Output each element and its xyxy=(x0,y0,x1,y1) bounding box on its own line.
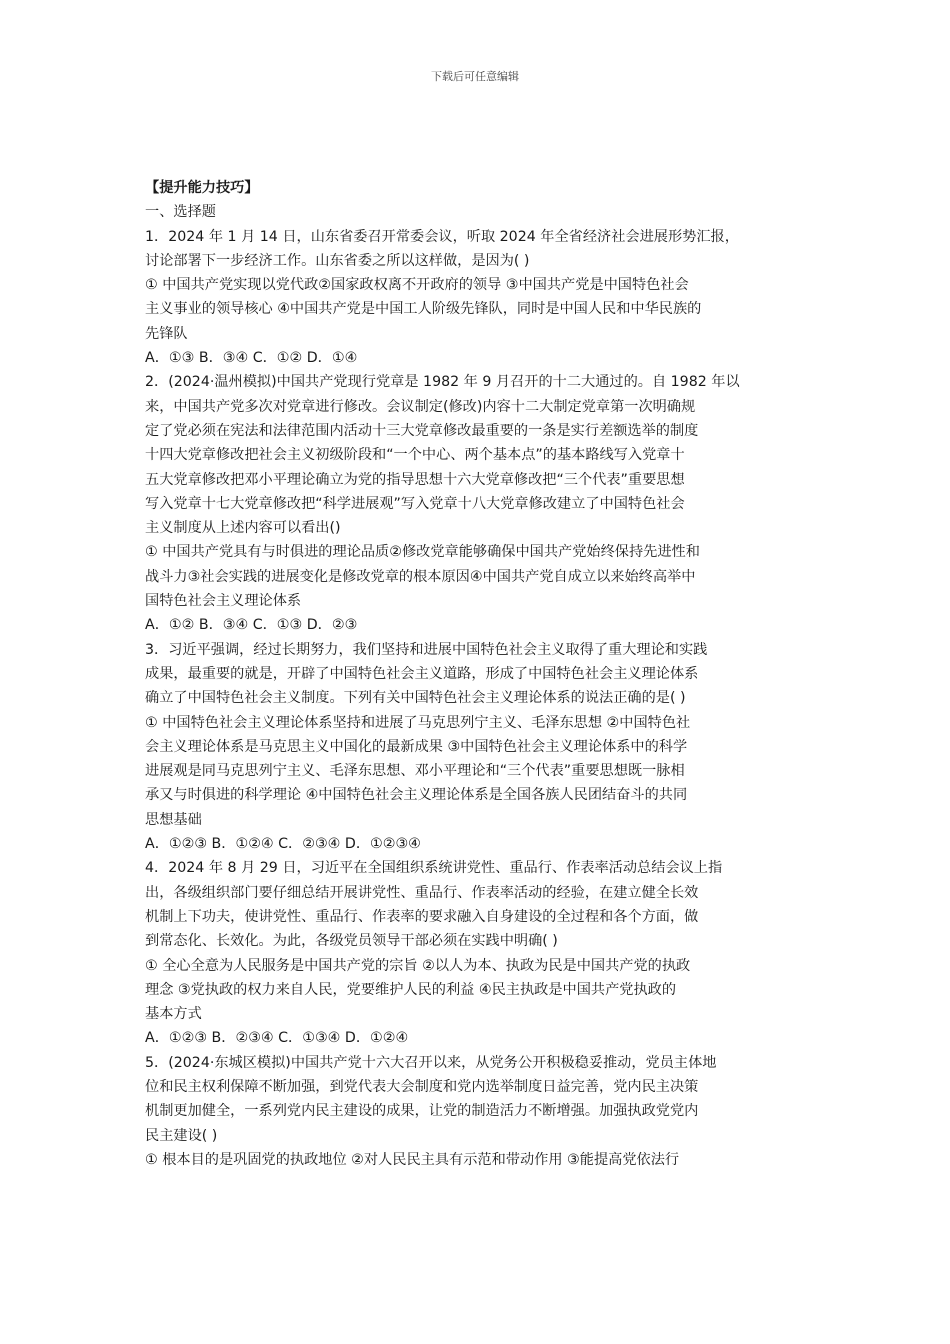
text-line: 五大党章修改把邓小平理论确立为党的指导思想十六大党章修改把“三个代表”重要思想 xyxy=(145,471,685,488)
text-line: 4．2024 年 8 月 29 日，习近平在全国组织系统讲党性、重品行、作表率活动总结会议上指 xyxy=(145,860,723,877)
text-line: 先锋队 xyxy=(145,325,188,342)
text-line: 写入党章十七大党章修改把“科学进展观”写入党章十八大党章修改建立了中国特色社会 xyxy=(145,495,685,512)
text-line: ① 中国特色社会主义理论体系坚持和进展了马克思列宁主义、毛泽东思想 ②中国特色社 xyxy=(145,714,691,731)
subsection-title: 一、选择题 xyxy=(145,204,216,221)
text-line: 会主义理论体系是马克思主义中国化的最新成果 ③中国特色社会主义理论体系中的科学 xyxy=(145,738,688,755)
text-line: 基本方式 xyxy=(145,1006,202,1023)
text-line: 民主建设( ) xyxy=(145,1127,218,1144)
text-line: 进展观是同马克思列宁主义、毛泽东思想、邓小平理论和“三个代表”重要思想既一脉相 xyxy=(145,763,685,780)
text-line: 成果，最重要的就是，开辟了中国特色社会主义道路，形成了中国特色社会主义理论体系 xyxy=(145,665,699,682)
text-line: 主义事业的领导核心 ④中国共产党是中国工人阶级先锋队，同时是中国人民和中华民族的 xyxy=(145,301,702,318)
text-line: 主义制度从上述内容可以看出() xyxy=(145,520,341,537)
text-line: 理念 ③党执政的权力来自人民，党要维护人民的利益 ④民主执政是中国共产党执政的 xyxy=(145,981,677,998)
text-line: 承又与时俱进的科学理论 ④中国特色社会主义理论体系是全国各族人民团结奋斗的共同 xyxy=(145,787,688,804)
answer-options: A．①② B．③④ C．①③ D．②③ xyxy=(145,617,358,634)
text-line: 思想基础 xyxy=(145,811,202,828)
page-header: 下载后可任意编辑 xyxy=(431,70,519,83)
text-line: 3．习近平强调，经过长期努力，我们坚持和进展中国特色社会主义取得了重大理论和实践 xyxy=(145,641,708,658)
text-line: 来，中国共产党多次对党章进行修改。会议制定(修改)内容十二大制定党章第一次明确规 xyxy=(145,398,696,415)
text-line: 讨论部署下一步经济工作。山东省委之所以这样做，是因为( ) xyxy=(145,252,530,269)
text-line: 到常态化、长效化。为此，各级党员领导干部必须在实践中明确( ) xyxy=(145,933,558,950)
answer-options: A．①③ B．③④ C．①② D．①④ xyxy=(145,350,358,367)
text-line: ① 全心全意为人民服务是中国共产党的宗旨 ②以人为本、执政为民是中国共产党的执政 xyxy=(145,957,691,974)
answer-options: A．①②③ B．①②④ C．②③④ D．①②③④ xyxy=(145,836,421,853)
text-line: 战斗力③社会实践的进展变化是修改党章的根本原因④中国共产党自成立以来始终高举中 xyxy=(145,568,696,585)
text-line: ① 中国共产党具有与时俱进的理论品质②修改党章能够确保中国共产党始终保持先进性和 xyxy=(145,544,700,561)
answer-options: A．①②③ B．②③④ C．①③④ D．①②④ xyxy=(145,1030,409,1047)
text-line: 确立了中国特色社会主义制度。下列有关中国特色社会主义理论体系的说法正确的是( ) xyxy=(145,690,686,707)
section-title: 【提升能力技巧】 xyxy=(145,180,259,196)
text-line: 定了党必须在宪法和法律范围内活动十三大党章修改最重要的一条是实行差额选举的制度 xyxy=(145,422,699,439)
text-line: 1．2024 年 1 月 14 日，山东省委召开常委会议，听取 2024 年全省经济社会进展形势汇报， xyxy=(145,228,739,245)
text-line: 国特色社会主义理论体系 xyxy=(145,593,302,610)
text-line: 机制更加健全，一系列党内民主建设的成果，让党的制造活力不断增强。加强执政党党内 xyxy=(145,1103,699,1120)
text-line: ① 根本目的是巩固党的执政地位 ②对人民民主具有示范和带动作用 ③能提高党依法行 xyxy=(145,1151,680,1168)
text-line: ① 中国共产党实现以党代政②国家政权离不开政府的领导 ③中国共产党是中国特色社会 xyxy=(145,277,689,294)
text-line: 机制上下功夫，使讲党性、重品行、作表率的要求融入自身建设的全过程和各个方面，做 xyxy=(145,908,699,925)
text-line: 5．(2024·东城区模拟)中国共产党十六大召开以来，从党务公开积极稳妥推动，党员主体地 xyxy=(145,1054,717,1071)
text-line: 十四大党章修改把社会主义初级阶段和“一个中心、两个基本点”的基本路线写入党章十 xyxy=(145,447,685,464)
text-line: 2．(2024·温州模拟)中国共产党现行党章是 1982 年 9 月召开的十二大通过的。自 1982 年以 xyxy=(145,374,740,391)
text-line: 位和民主权利保障不断加强，到党代表大会制度和党内选举制度日益完善，党内民主决策 xyxy=(145,1078,699,1095)
document-body xyxy=(145,176,809,1172)
text-line: 出，各级组织部门要仔细总结开展讲党性、重品行、作表率活动的经验，在建立健全长效 xyxy=(145,884,699,901)
